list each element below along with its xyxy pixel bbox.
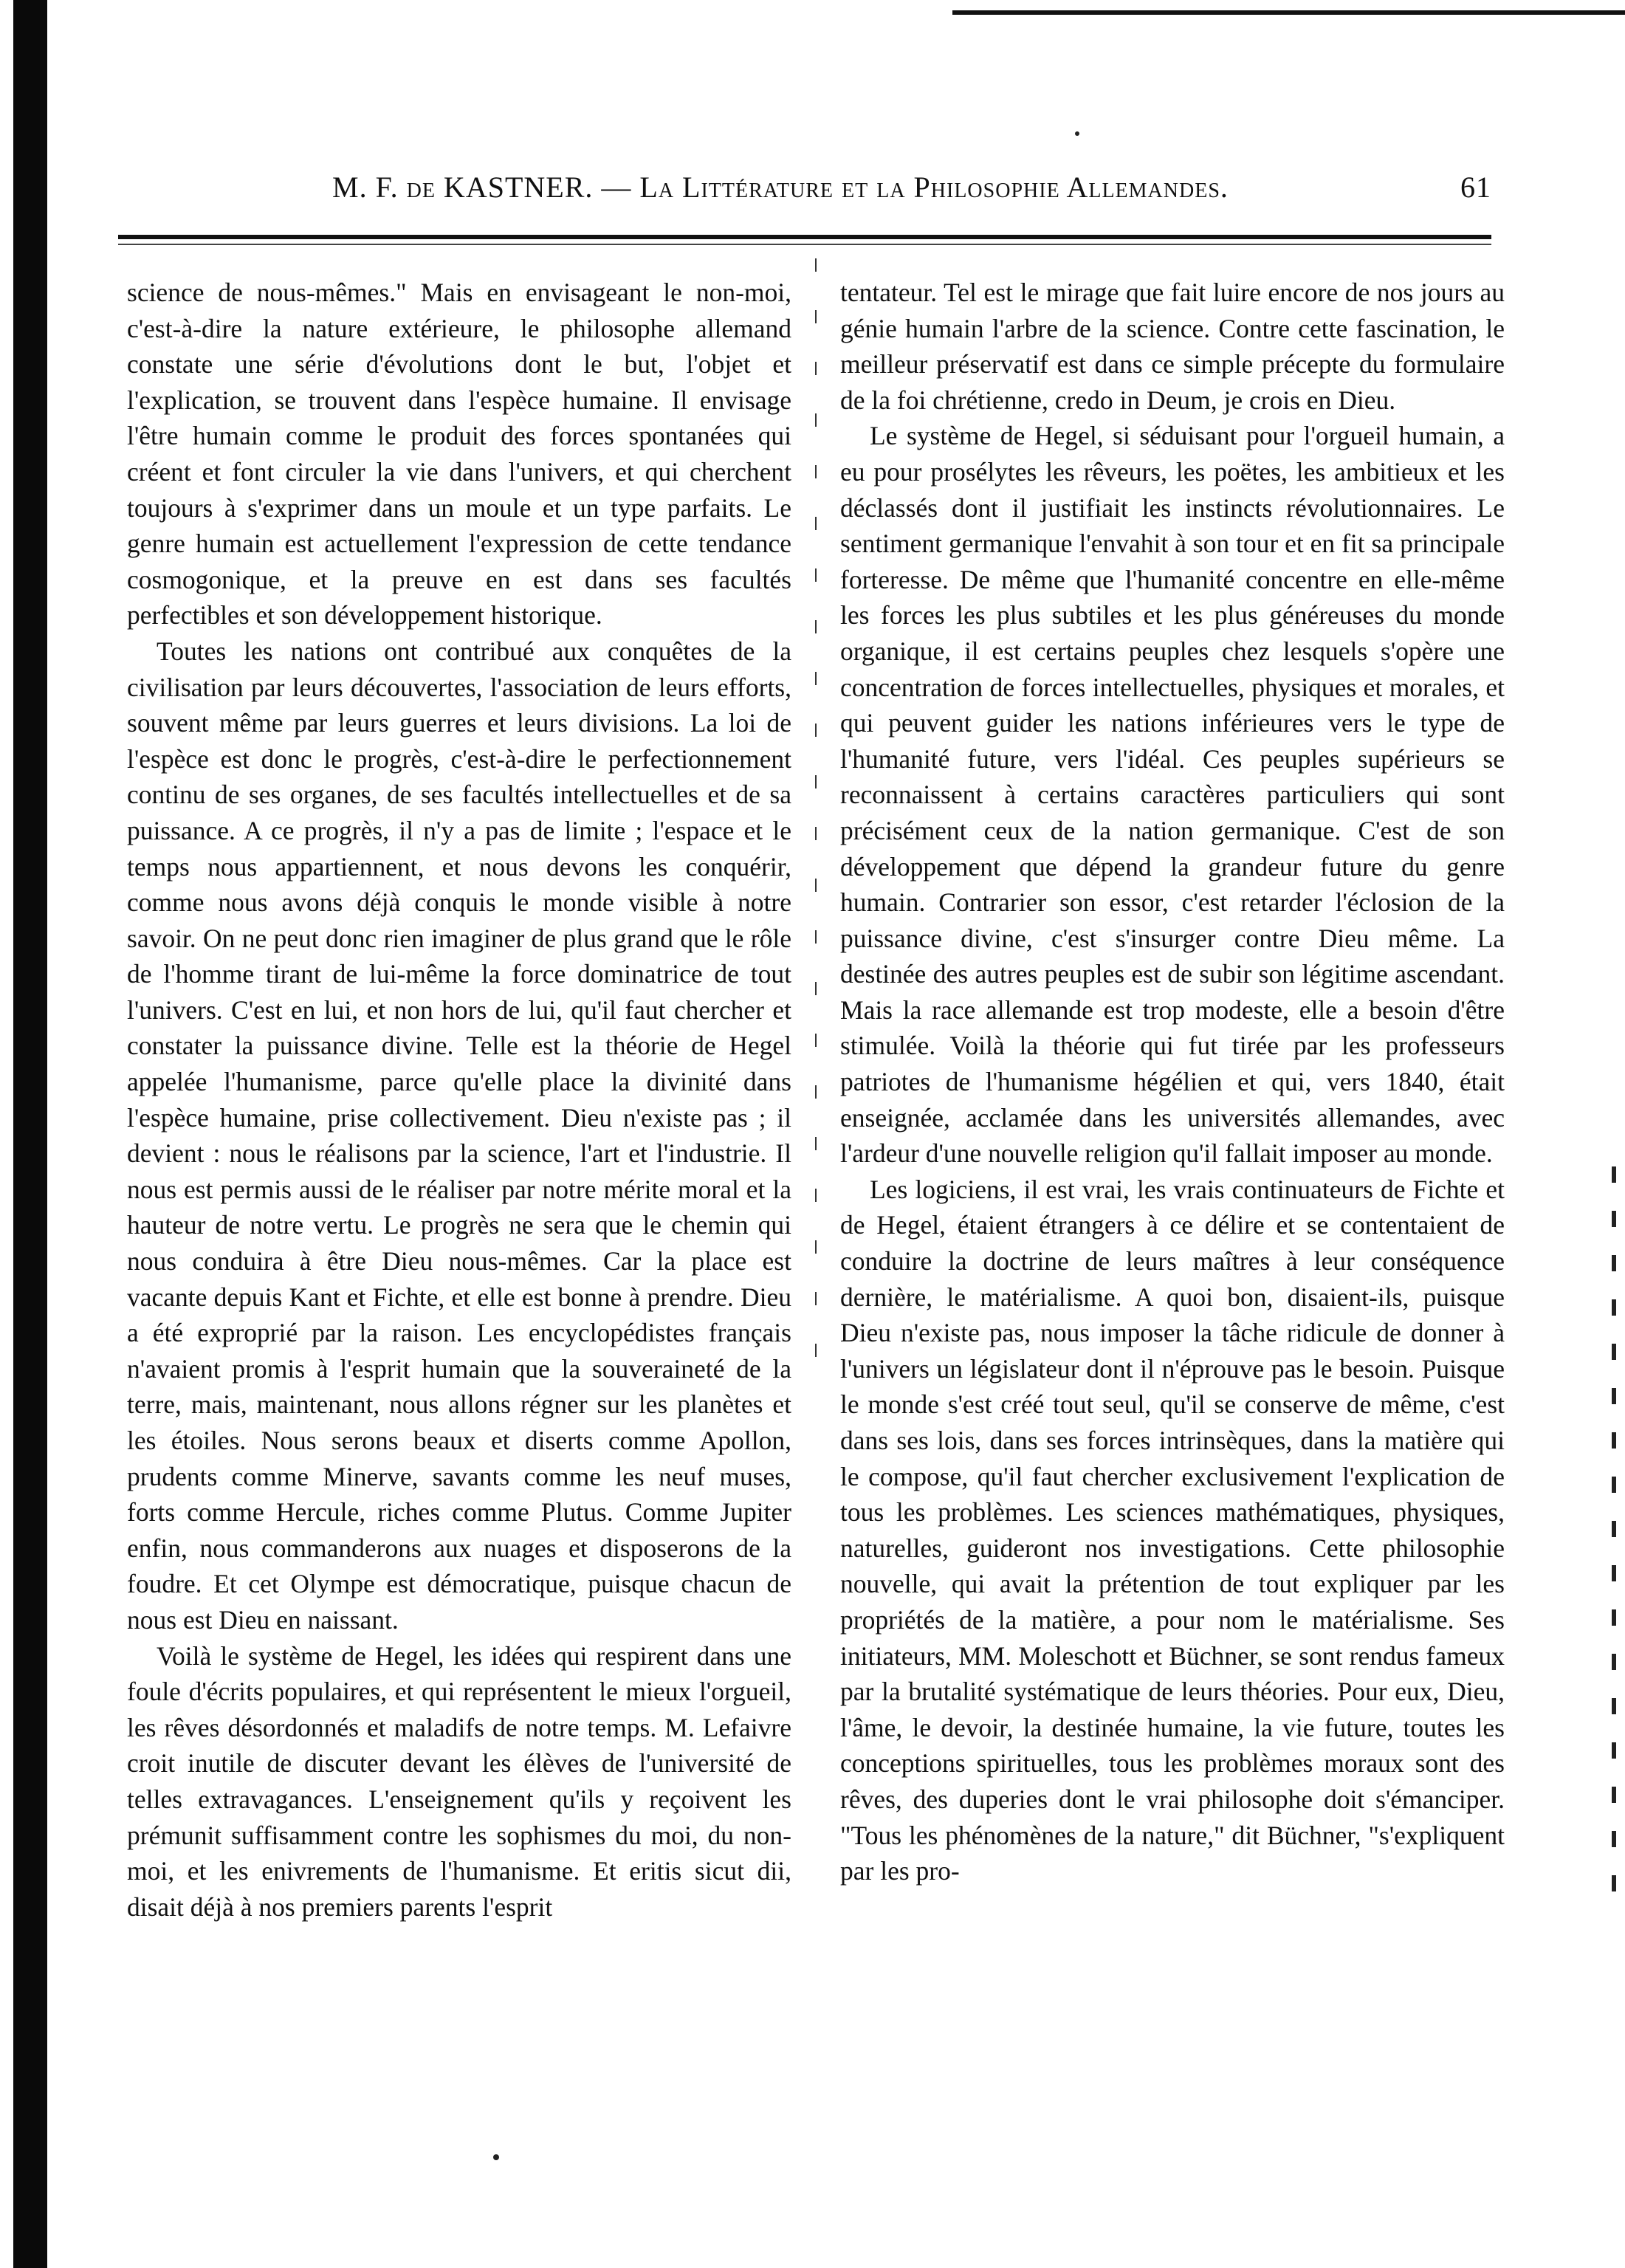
scan-speck — [1075, 131, 1079, 136]
scan-speck-bottom — [493, 2154, 499, 2160]
paragraph: tentateur. Tel est le mirage que fait luire encore de nos jours au génie humain l'arbre de la science. Contre cette fascination, le meilleur préservatif est dans ce simple précepte du formulaire de la foi chrétienne, credo in Deum, je crois en Dieu. — [840, 278, 1505, 415]
paragraph: Toutes les nations ont contribué aux conquêtes de la civilisation par leurs découvertes, l'association de leurs efforts, souvent même par leurs guerres et leurs divisions. La loi de l'espèce est donc le progrès, c'est-à-dire le perfectionnement continu de ses organes, de ses facultés intellectuelles et de sa puissance. A ce progrès, il n'y a pas de limite ; l'espace et le temps nous appartiennent, et nous devons les conquérir, comme nous avons déjà conquis le monde visible à notre savoir. On ne peut donc rien imaginer de plus grand que le rôle de l'homme tirant de lui-même la force dominatrice de tout l'univers. C'est en lui, et non hors de lui, qu'il faut chercher et constater la puissance divine. Telle est la théorie de Hegel appelée l'humanisme, parce qu'elle place la divinité dans l'espèce humaine, prise collectivement. Dieu n'existe pas ; il devient : nous le réalisons par la science, l'art et l'industrie. Il nous est permis aussi de le réaliser par notre mérite moral et la hauteur de notre vertu. Le progrès ne sera que le chemin qui nous conduira à être Dieu nous-mêmes. Car la place est vacante depuis Kant et Fichte, et elle est bonne à prendre. Dieu a été exproprié par la raison. Les encyclopédistes français n'avaient promis à l'esprit humain que la souveraineté de la terre, mais, maintenant, nous allons régner sur les planètes et les étoiles. Nous serons beaux et diserts comme Apollon, prudents comme Minerve, savants comme les neuf muses, forts comme Hercule, riches comme Plutus. Comme Jupiter enfin, nous commanderons aux nuages et disposerons de la foudre. Et cet Olympe est démocratique, puisque chacun de nous est Dieu en naissant. — [127, 636, 791, 1635]
scan-edge-shadow — [13, 0, 47, 2268]
scan-edge-marks — [1612, 1166, 1616, 1905]
paragraph: science de nous-mêmes." Mais en envisageant le non-moi, c'est-à-dire la nature extérieure, le philosophe allemand constate une série d'évolutions dont le but, l'objet et l'explication, se trouvent dans l'espèce humaine. Il envisage l'être humain comme le produit des forces spontanées qui créent et font circuler la vie dans l'univers, et qui cherchent toujours à s'exprimer dans un moule et un type parfaits. Le genre humain est actuellement l'expression de cette tendance cosmogonique, et la preuve en est dans ses facultés perfectibles et son développement historique. — [127, 278, 791, 630]
column-gutter-rule — [815, 258, 817, 1366]
running-header — [118, 170, 1491, 214]
right-column — [840, 275, 1505, 1889]
header-rule-thin — [118, 244, 1491, 245]
paragraph: Le système de Hegel, si séduisant pour l'orgueil humain, a eu pour prosélytes les rêveurs, les poëtes, les ambitieux et les déclassés dont il justifiait les instincts révolutionnaires. Le sentiment germanique l'envahit à son tour et en fit sa principale forteresse. De même que l'humanité concentre en elle-même les forces les plus subtiles et les plus généreuses du monde organique, il est certains peuples chez lesquels s'opère une concentration de forces intellectuelles, physiques et morales, et qui peuvent guider les nations inférieures vers le type de l'humanité future, vers l'idéal. Ces peuples supérieurs se reconnaissent à certains caractères particuliers qui sont précisément ceux de la nation germanique. C'est de son développement que dépend la grandeur future du genre humain. Contrarier son essor, c'est retarder l'éclosion de la puissance divine, c'est s'insurger contre Dieu même. La destinée des autres peuples est de subir son légitime ascendant. Mais la race allemande est trop modeste, elle a besoin d'être stimulée. Voilà la théorie qui fut tirée par les professeurs patriotes de l'humanisme hégélien et qui, vers 1840, était enseignée, acclamée dans les universités allemandes, avec l'ardeur d'une nouvelle religion qu'il fallait imposer au monde. — [840, 421, 1505, 1169]
paragraph: Voilà le système de Hegel, les idées qui respirent dans une foule d'écrits populaires, et qui représentent le mieux l'orgueil, les rêves désordonnés et maladifs de notre temps. M. Lefaivre croit inutile de discuter devant les élèves de l'université de telles extravagances. L'enseignement qu'ils y reçoivent les prémunit suffisamment contre les sophismes du moi, du non-moi, et les enivrements de l'humanisme. Et eritis sicut dii, disait déjà à nos premiers parents l'esprit — [127, 1640, 791, 1922]
page-number: 61 — [1460, 171, 1491, 204]
paragraph: Les logiciens, il est vrai, les vrais continuateurs de Fichte et de Hegel, étaient étrangers à ce délire et se contentaient de conduire la doctrine de leurs maîtres à leur conséquence dernière, le matérialisme. A quoi bon, disaient-ils, puisque Dieu n'existe pas, nous imposer la tâche ridicule de donner à l'univers un législateur dont il n'éprouve pas le besoin. Puisque le monde s'est créé tout seul, qu'il se conserve de même, c'est dans ses lois, dans ses forces intrinsèques, dans la matière qui le compose, qu'il faut chercher exclusivement l'explication de tous les problèmes. Les sciences mathématiques, physiques, naturelles, guideront nos investigations. Cette philosophie nouvelle, qui avait la prétention de tout expliquer par les propriétés de la matière, a pour nom le matérialisme. Ses initiateurs, MM. Moleschott et Büchner, se sont rendus fameux par la brutalité systématique de leurs théories. Pour eux, Dieu, l'âme, le devoir, la destinée humaine, la vie future, toutes les conceptions spirituelles, tous les problèmes moraux sont des rêves, des duperies dont le vrai philosophe doit s'émanciper. "Tous les phénomènes de la nature," dit Büchner, "s'expliquent par les pro- — [840, 1174, 1505, 1886]
header-rule — [118, 235, 1491, 239]
left-column — [127, 275, 791, 1925]
scan-top-rule — [952, 10, 1625, 15]
running-title: M. F. de KASTNER. — La Littérature et la Philosophie Allemandes. — [332, 171, 1229, 204]
